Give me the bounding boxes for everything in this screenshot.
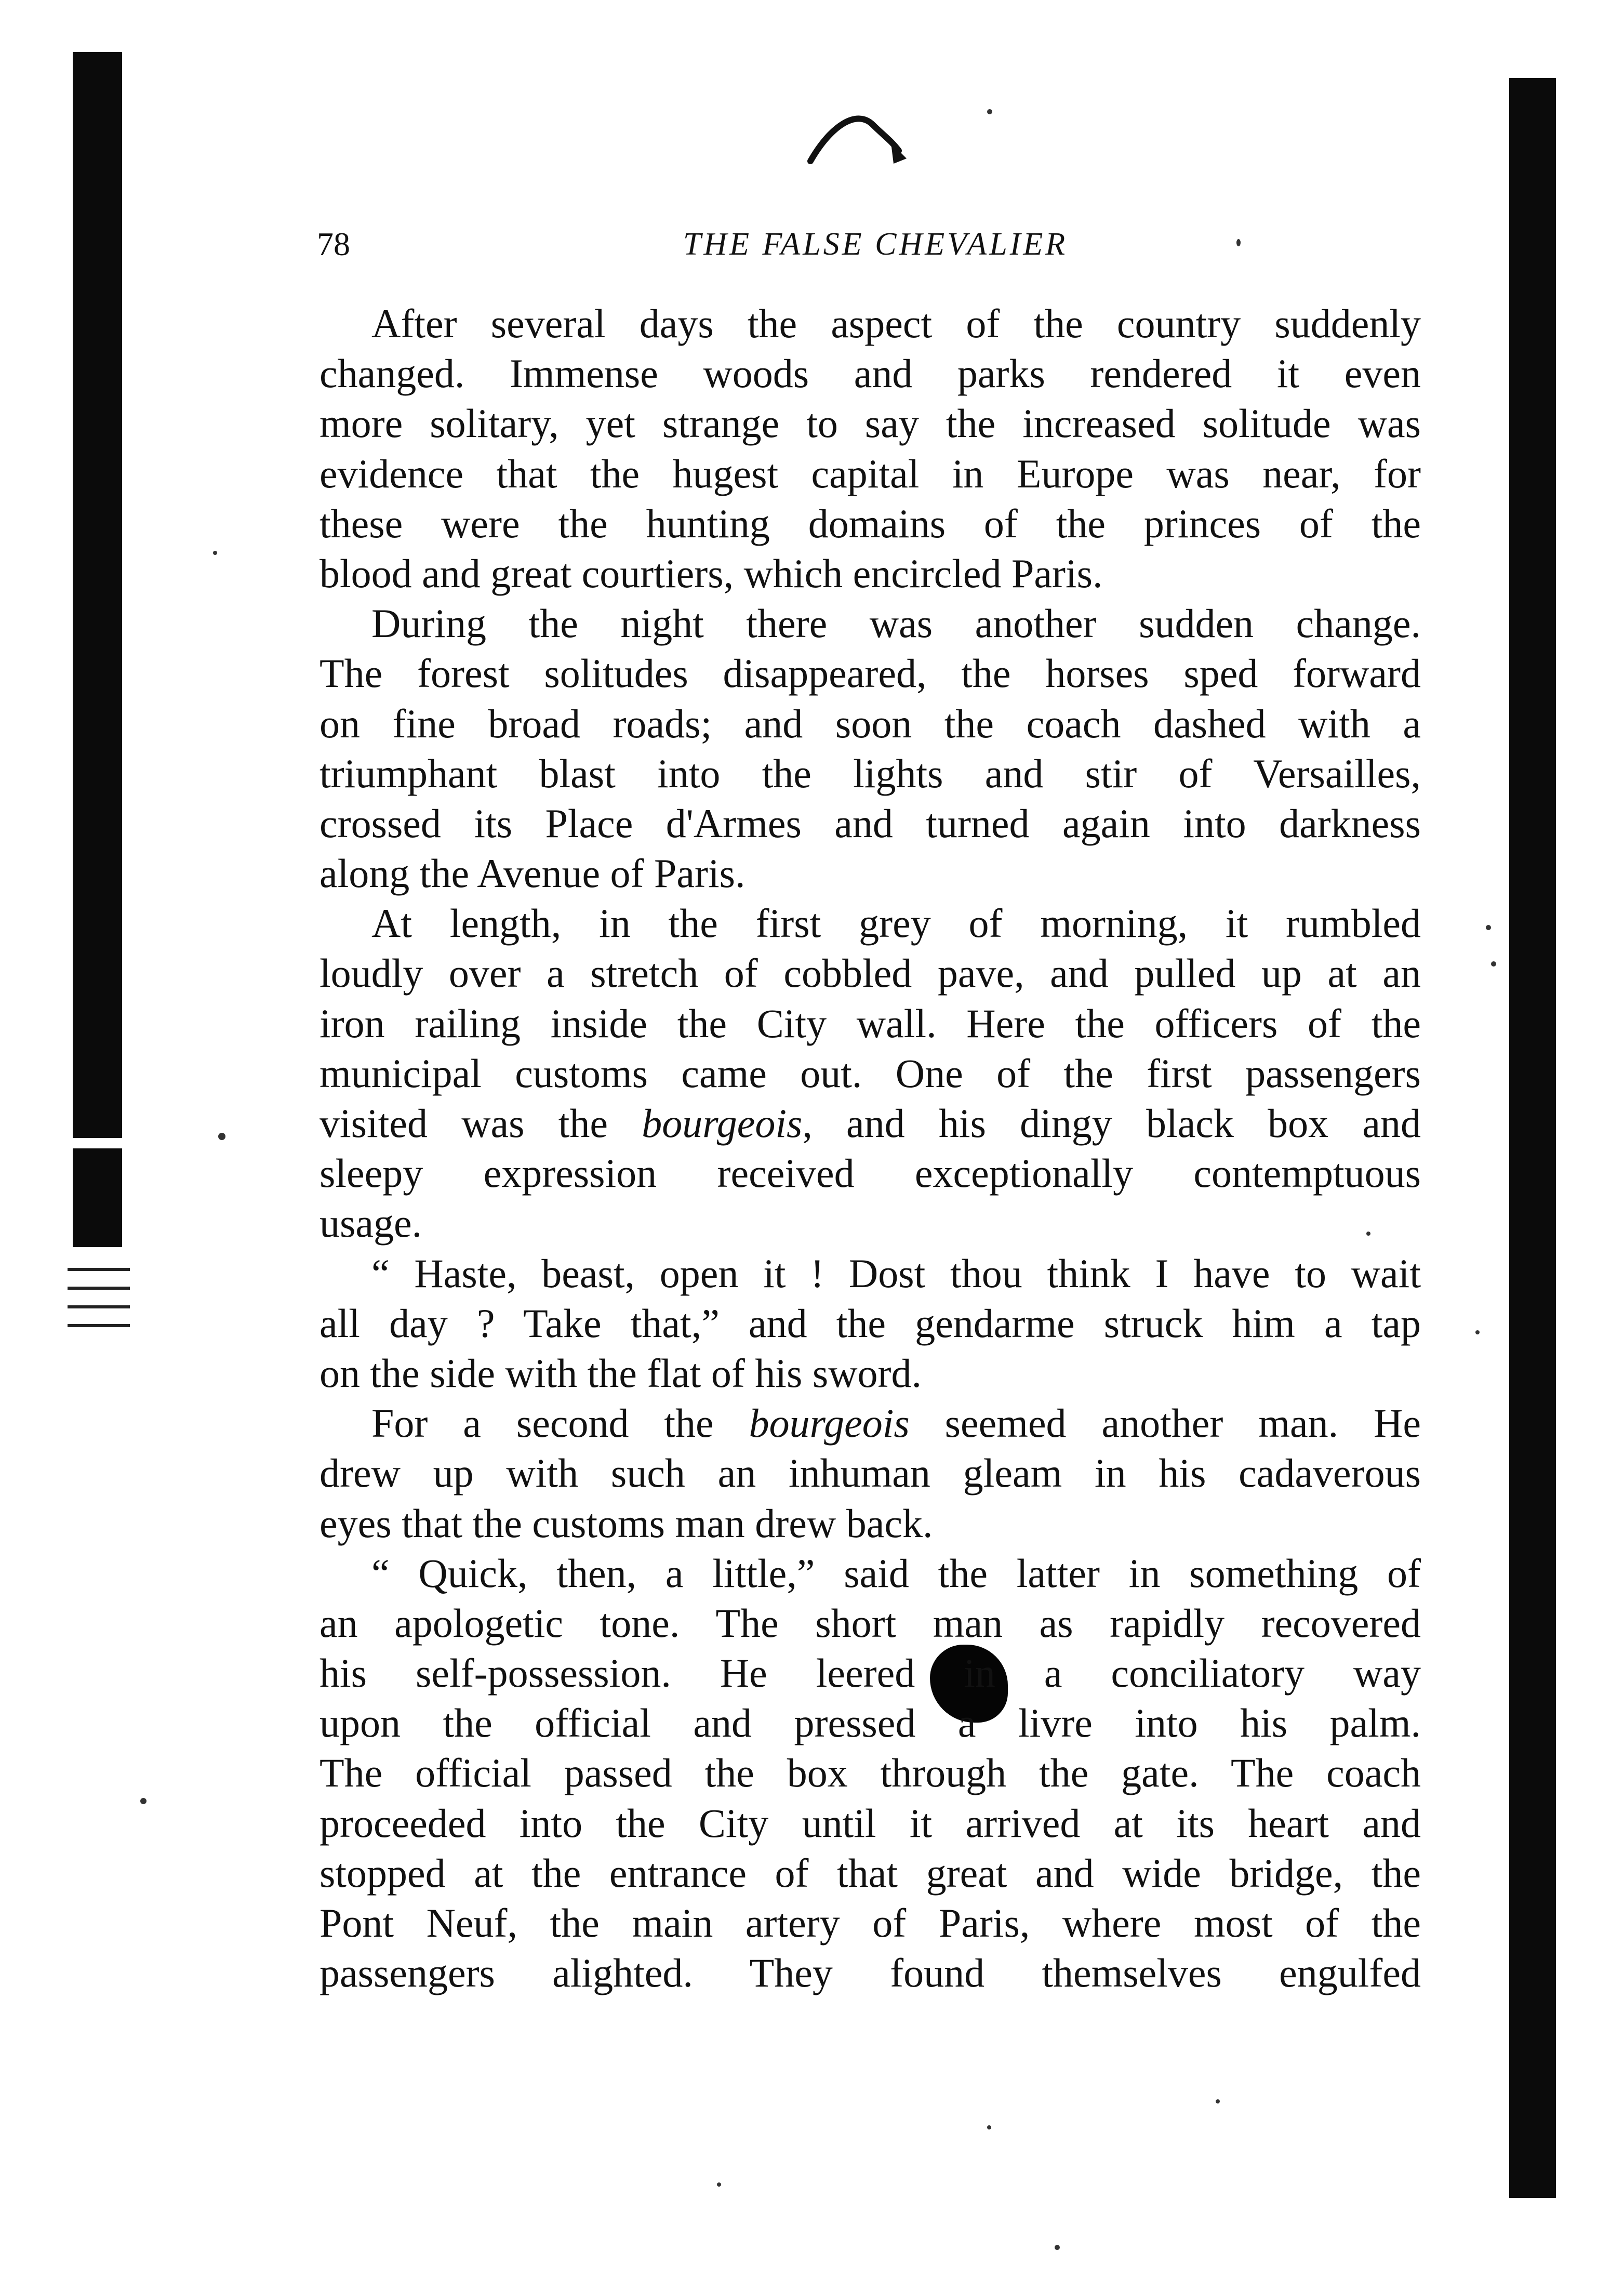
text-line: on fine broad roads; and soon the coach dashed with a: [320, 700, 1421, 746]
scan-edge-gap: [62, 1138, 135, 1148]
text-line: For a second the bourgeois seemed another man. He: [371, 1400, 1421, 1446]
text-line: sleepy expression received exceptionally contemptuous: [320, 1150, 1421, 1196]
paragraph: [320, 1398, 1421, 1549]
text-line: loudly over a stretch of cobbled pave, and pulled up at an: [320, 950, 1421, 996]
text-line: these were the hunting domains of the princes of the: [320, 500, 1421, 546]
running-head: [317, 218, 1434, 270]
text-line: triumphant blast into the lights and stir of Versailles,: [320, 750, 1421, 796]
text-line: During the night there was another sudden change.: [371, 601, 1421, 646]
text-line: on the side with the flat of his sword.: [320, 1350, 922, 1396]
italic-word: bourgeois: [642, 1101, 803, 1146]
text-line: his self-possession. He leered in a conciliatory way: [320, 1650, 1421, 1696]
text-line: changed. Immense woods and parks rendered it even: [320, 351, 1421, 396]
text-line: usage.: [320, 1200, 422, 1246]
text-line: along the Avenue of Paris.: [320, 851, 746, 896]
text-line: iron railing inside the City wall. Here the officers of the: [320, 1000, 1421, 1046]
text-line: blood and great courtiers, which encircled Paris.: [320, 550, 1103, 596]
text-line: municipal customs came out. One of the first passengers: [320, 1050, 1421, 1096]
italic-word: bourgeois: [749, 1400, 910, 1446]
text-line: At length, in the first grey of morning, it rumbled: [371, 901, 1421, 946]
scan-edge-right: [1509, 78, 1556, 2198]
paragraph: [320, 1549, 1421, 1999]
paragraph: [320, 599, 1421, 898]
paragraph: [320, 299, 1421, 599]
ornament-icon: [800, 104, 914, 171]
paragraph: [320, 898, 1421, 1248]
text-line: passengers alighted. They found themselves engulfed: [320, 1950, 1421, 1996]
text-line: proceeded into the City until it arrived at its heart and: [320, 1800, 1421, 1846]
scan-edge-ticks: [68, 1268, 130, 1356]
page-number: 78: [317, 226, 350, 262]
text-line: an apologetic tone. The short man as rapidly recovered: [320, 1600, 1421, 1646]
text-line: “ Haste, beast, open it ! Dost thou think I have to wait: [371, 1250, 1421, 1296]
text-line: visited was the bourgeois, and his dingy black box and: [320, 1101, 1421, 1146]
text-line: upon the official and pressed a livre into his palm.: [320, 1700, 1421, 1746]
text-line: crossed its Place d'Armes and turned again into darkness: [320, 800, 1421, 846]
text-line: Pont Neuf, the main artery of Paris, where most of the: [320, 1900, 1421, 1946]
scan-edge-left: [73, 52, 122, 1247]
text-line: evidence that the hugest capital in Europe was near, for: [320, 451, 1421, 496]
text-line: more solitary, yet strange to say the increased solitude was: [320, 401, 1421, 446]
text-line: stopped at the entrance of that great and wide bridge, the: [320, 1850, 1421, 1896]
text-line: all day ? Take that,” and the gendarme struck him a tap: [320, 1300, 1421, 1346]
text-line: “ Quick, then, a little,” said the latter in something of: [371, 1550, 1421, 1596]
text-line: After several days the aspect of the country suddenly: [371, 301, 1421, 346]
text-line: drew up with such an inhuman gleam in his cadaverous: [320, 1450, 1421, 1496]
body-text: [320, 299, 1421, 1998]
text-line: The forest solitudes disappeared, the horses sped forward: [320, 651, 1421, 696]
text-line: eyes that the customs man drew back.: [320, 1500, 933, 1546]
running-title: THE FALSE CHEVALIER: [683, 227, 1068, 262]
text-line: The official passed the box through the gate. The coach: [320, 1750, 1421, 1796]
paragraph: [320, 1249, 1421, 1399]
